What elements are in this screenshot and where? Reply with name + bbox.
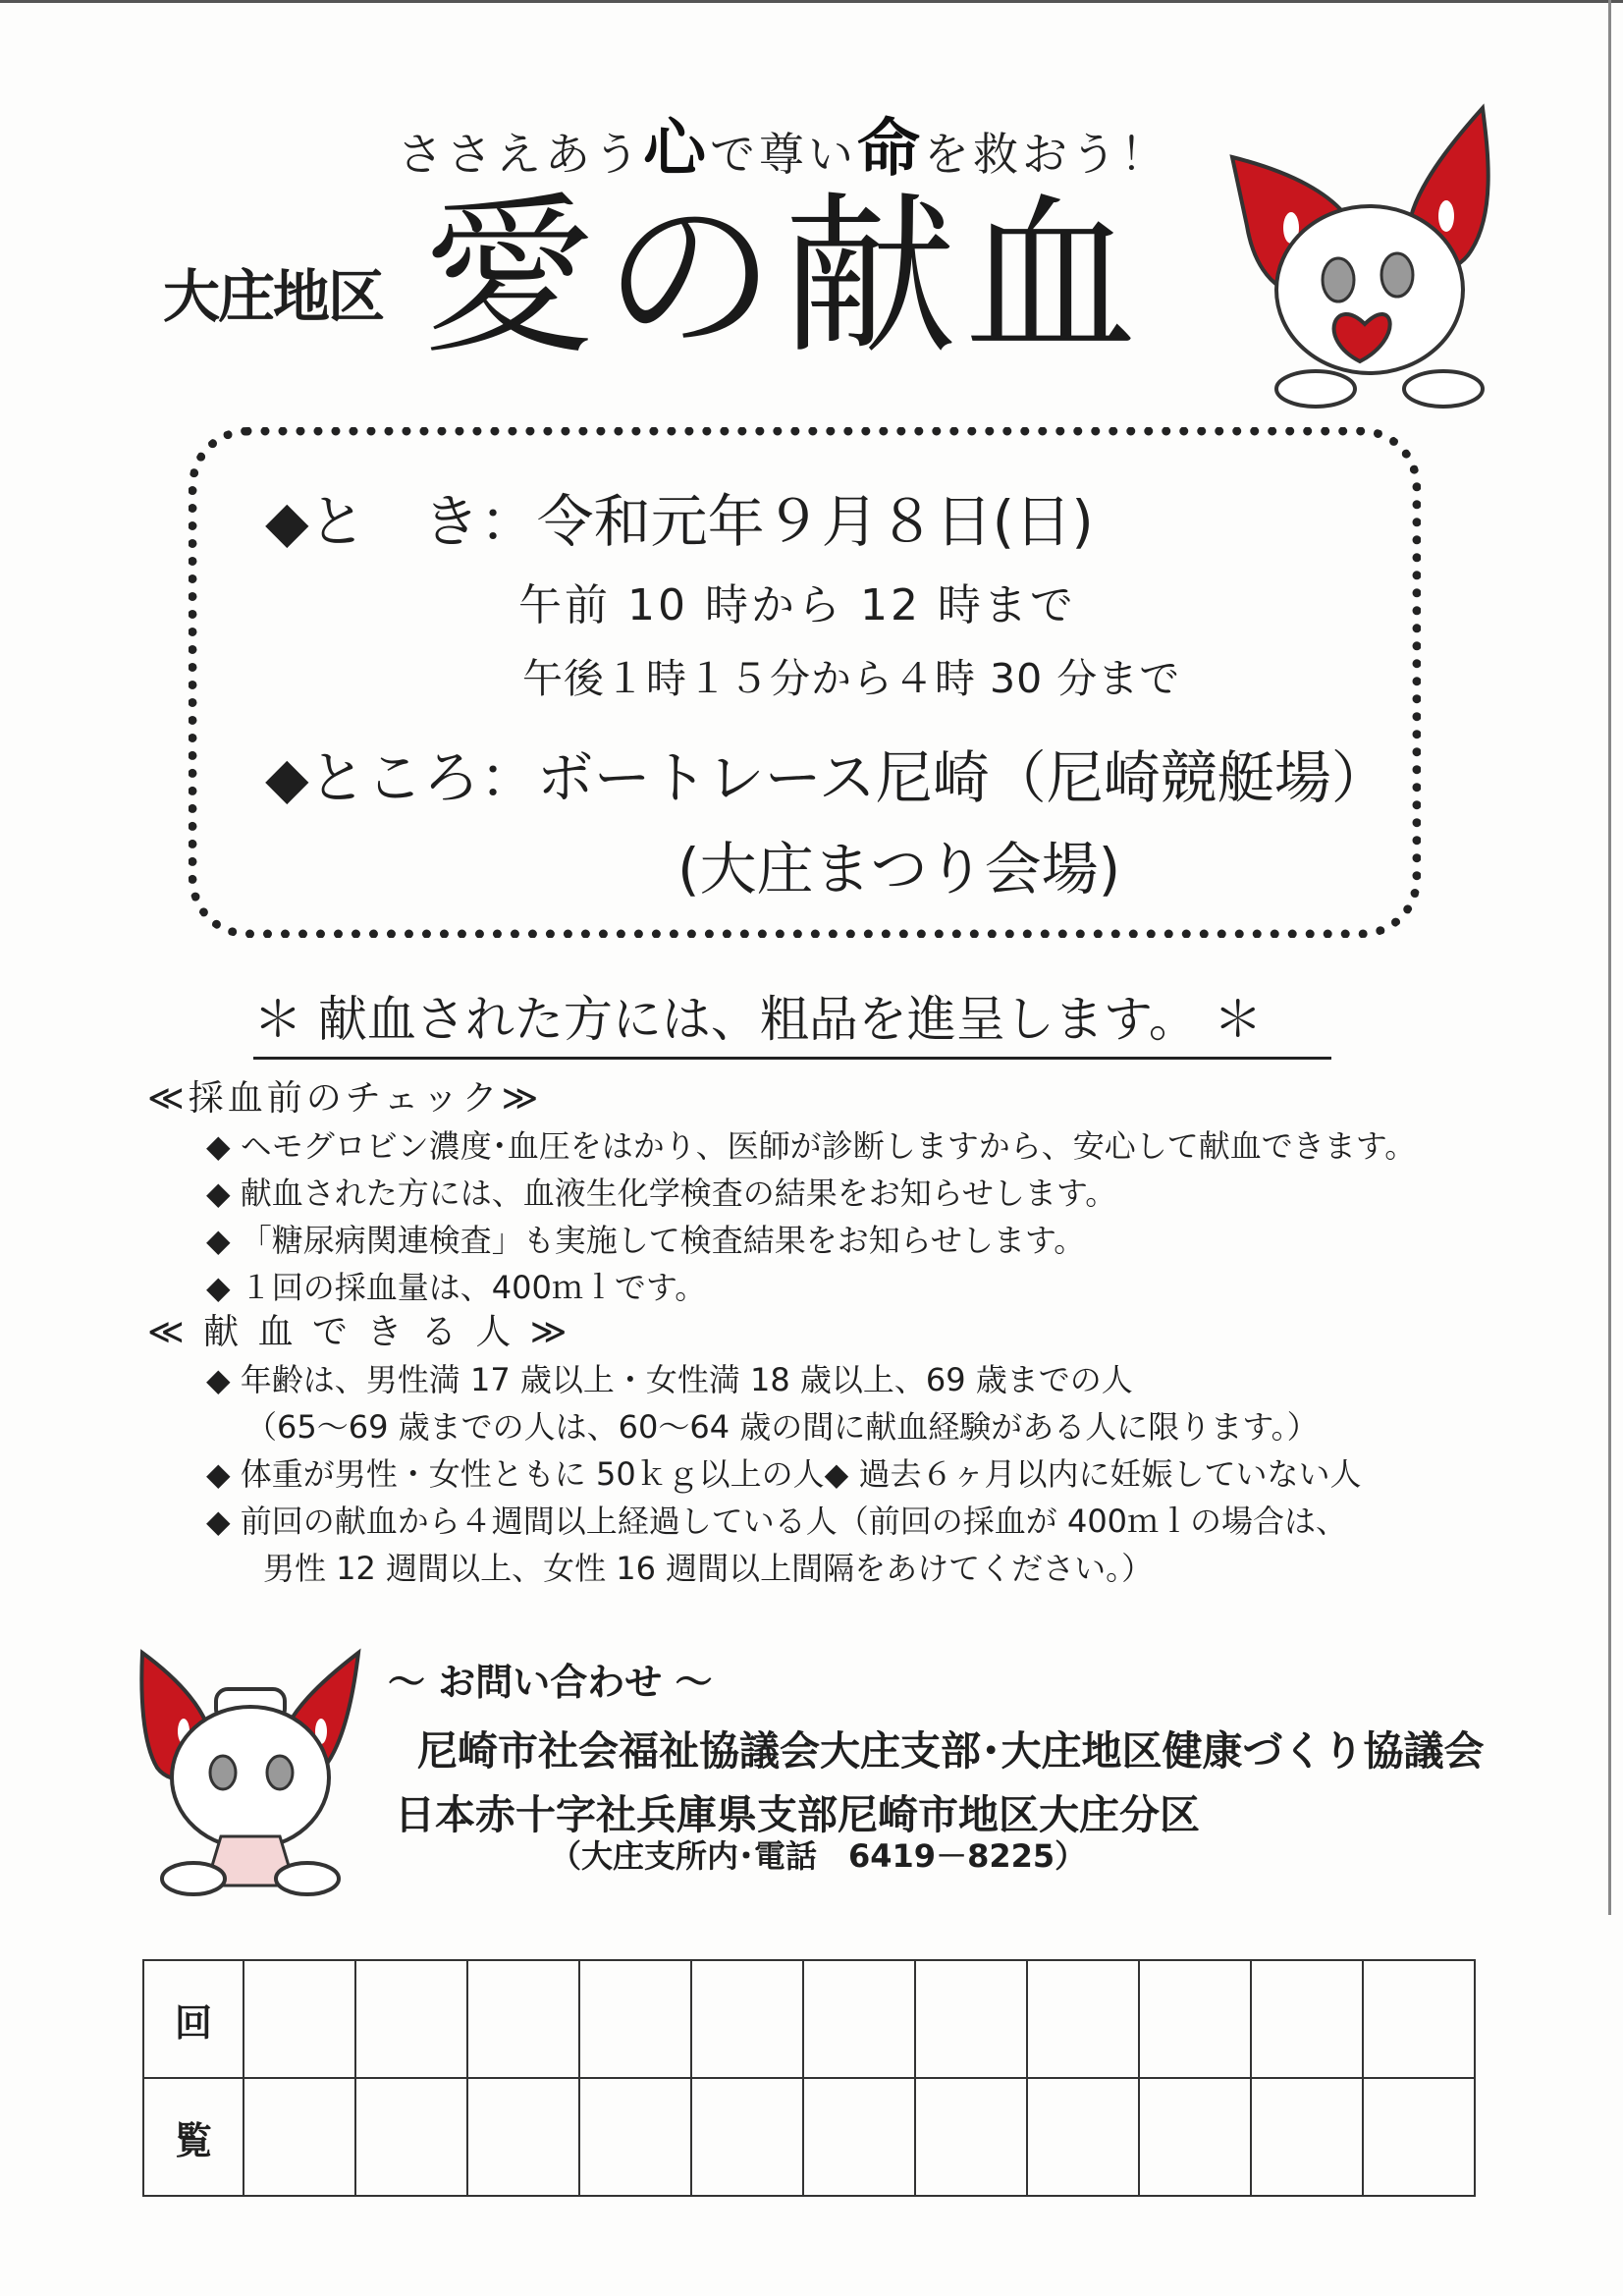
inquiry-phone: （大庄支所内･電話 6419－8225） bbox=[550, 1837, 1087, 1875]
stamp-cell bbox=[579, 1960, 691, 2078]
event-time-morning: 午前 10 時から 12 時まで bbox=[518, 580, 1076, 630]
slogan-inochi: 命 bbox=[857, 113, 924, 186]
stamp-cell bbox=[355, 2078, 467, 2196]
check-item: ◆ １回の採血量は、400ｍｌです。 bbox=[206, 1269, 707, 1306]
stamp-cell bbox=[467, 1960, 579, 2078]
stamp-cell bbox=[243, 2078, 355, 2196]
stamp-cell bbox=[691, 1960, 803, 2078]
stamp-cell bbox=[1139, 2078, 1251, 2196]
stamp-cell bbox=[355, 1960, 467, 2078]
eligibility-item: ◆ 体重が男性・女性ともに 50ｋｇ以上の人◆ 過去６ヶ月以内に妊娠していない人 bbox=[206, 1455, 1362, 1493]
slogan-pre: ささえあう bbox=[398, 128, 643, 181]
stamp-cell bbox=[915, 1960, 1027, 2078]
stamp-cell bbox=[1139, 1960, 1251, 2078]
slogan-post: を救おう！ bbox=[924, 128, 1169, 181]
check-section-title: ≪採血前のチェック≫ bbox=[147, 1078, 543, 1119]
district-label: 大庄地区 bbox=[163, 263, 384, 330]
check-item: ◆ ヘモグロビン濃度･血圧をはかり、医師が診断しますから、安心して献血できます。 bbox=[206, 1127, 1417, 1165]
eligibility-item: 男性 12 週間以上、女性 16 週間以上間隔をあけてください。） bbox=[263, 1550, 1154, 1587]
slogan-mid: で尊い bbox=[710, 128, 857, 181]
eligibility-section-title: ≪ 献 血 で き る 人 ≫ bbox=[147, 1312, 571, 1352]
circulation-label-top: 回 bbox=[143, 1960, 243, 2078]
stamp-cell bbox=[579, 2078, 691, 2196]
stamp-cell bbox=[1363, 2078, 1475, 2196]
stamp-cell bbox=[803, 2078, 915, 2196]
nurse-mascot-icon bbox=[133, 1645, 368, 1910]
table-row bbox=[143, 2078, 1475, 2196]
inquiry-title: ～ お問い合わせ ～ bbox=[388, 1661, 713, 1704]
circulation-stamp-grid bbox=[142, 1959, 1476, 2197]
top-border bbox=[0, 0, 1623, 3]
stamp-cell bbox=[1363, 1960, 1475, 2078]
event-location: ◆ところ：ボートレース尼崎（尼崎競艇場） bbox=[265, 744, 1388, 811]
event-date: ◆と き：令和元年９月８日(日) bbox=[265, 488, 1094, 555]
inquiry-org-1: 尼崎市社会福祉協議会大庄支部･大庄地区健康づくり協議会 bbox=[417, 1727, 1485, 1775]
stamp-cell bbox=[1251, 1960, 1363, 2078]
stamp-cell bbox=[1027, 1960, 1139, 2078]
page-title: 愛の献血 bbox=[422, 177, 1146, 378]
event-location-sub: (大庄まつり会場) bbox=[677, 836, 1121, 902]
eligibility-item: ◆ 前回の献血から４週間以上経過している人（前回の採血が 400ｍｌの場合は、 bbox=[206, 1503, 1348, 1540]
circulation-label-bottom: 覧 bbox=[143, 2078, 243, 2196]
stamp-cell bbox=[1251, 2078, 1363, 2196]
stamp-cell bbox=[1027, 2078, 1139, 2196]
stamp-cell bbox=[915, 2078, 1027, 2196]
stamp-cell bbox=[691, 2078, 803, 2196]
check-item: ◆ 献血された方には、血液生化学検査の結果をお知らせします。 bbox=[206, 1175, 1117, 1212]
event-time-afternoon: 午後１時１５分から４時 30 分まで bbox=[522, 655, 1181, 702]
eligibility-item: （65～69 歳までの人は、60～64 歳の間に献血経験がある人に限ります。） bbox=[245, 1408, 1319, 1446]
slogan-kokoro: 心 bbox=[643, 113, 710, 186]
eligibility-item: ◆ 年齢は、男性満 17 歳以上・女性満 18 歳以上、69 歳までの人 bbox=[206, 1361, 1133, 1398]
table-row bbox=[143, 1960, 1475, 2078]
check-item: ◆ 「糖尿病関連検査」も実施して検査結果をお知らせします。 bbox=[206, 1222, 1086, 1259]
stamp-cell bbox=[243, 1960, 355, 2078]
slogan bbox=[398, 98, 1169, 189]
stamp-cell bbox=[467, 2078, 579, 2196]
inquiry-org-2: 日本赤十字社兵庫県支部尼崎市地区大庄分区 bbox=[395, 1791, 1200, 1838]
right-border bbox=[1608, 0, 1611, 1915]
blood-drop-mascot-icon bbox=[1213, 98, 1507, 422]
gift-notice: ＊ 献血された方には、粗品を進呈します。 ＊ bbox=[253, 980, 1331, 1060]
stamp-cell bbox=[803, 1960, 915, 2078]
